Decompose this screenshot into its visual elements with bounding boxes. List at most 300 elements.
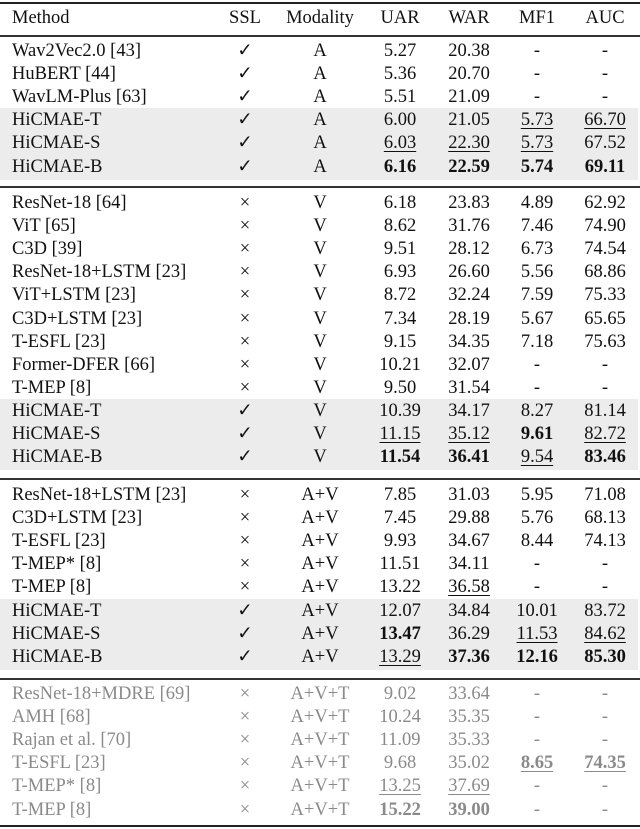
cell-auc: -: [601, 41, 609, 61]
table-cell: [275, 284, 365, 307]
cell-war: 36.41: [448, 447, 490, 468]
table-cell: [370, 192, 430, 215]
table-cell: [439, 646, 499, 669]
table-cell: [12, 238, 82, 261]
check-icon: ✓: [237, 424, 253, 444]
cell-uar: 6.18: [383, 193, 417, 213]
table-cell: [12, 377, 91, 400]
cell-auc: 62.92: [584, 193, 626, 213]
table-cell: [507, 775, 567, 798]
table-cell: [439, 40, 499, 63]
table-cell: [12, 484, 186, 507]
cell-auc: 75.33: [584, 285, 626, 306]
cell-war: 28.19: [448, 308, 490, 329]
table-cell: [507, 215, 567, 238]
table-cell: [507, 192, 567, 215]
cell-auc: 65.65: [584, 308, 626, 329]
table-cell: [575, 646, 635, 669]
table-cell: [275, 400, 365, 423]
check-icon: ✓: [237, 110, 253, 131]
table-cell: [507, 238, 567, 261]
table-cell: [12, 331, 106, 354]
table-row: [0, 156, 640, 179]
cell-mf1: -: [533, 377, 541, 398]
table-cell: [275, 423, 365, 446]
table-cell: [225, 308, 265, 331]
cell-auc: -: [601, 87, 609, 108]
cell-uar: 6.03: [383, 133, 417, 154]
check-icon: ✓: [237, 156, 253, 177]
table-row: [0, 530, 640, 553]
cell-mf1: -: [533, 554, 541, 575]
table-cell: [575, 706, 635, 729]
cell-uar: 5.51: [383, 87, 417, 108]
table-row: [0, 729, 640, 752]
table-row: [0, 40, 640, 63]
table-cell: [575, 507, 635, 530]
cell-modality: V: [313, 239, 327, 260]
cell-uar: 11.54: [379, 447, 421, 468]
cell-method: AMH [68]: [12, 707, 91, 728]
table-cell: [439, 132, 499, 155]
table-cell: [575, 238, 635, 261]
table-cell: [370, 623, 430, 646]
cell-auc: -: [601, 776, 609, 797]
table-cell: [439, 215, 499, 238]
cell-method: HiCMAE-S: [12, 133, 101, 154]
table-cell: [439, 600, 499, 623]
table-cell: [225, 400, 265, 423]
section-rule: [0, 478, 640, 480]
cell-modality: A+V: [301, 554, 339, 575]
table-cell: [225, 284, 265, 307]
table-cell: [12, 799, 91, 822]
table-cell: [439, 423, 499, 446]
cell-method: T-MEP* [8]: [12, 776, 102, 797]
cell-modality: A+V+T: [290, 753, 350, 774]
table-cell: [439, 86, 499, 109]
table-cell: [225, 507, 265, 530]
table-cell: [370, 775, 430, 798]
cell-auc: -: [601, 354, 609, 375]
table-row: [0, 646, 640, 669]
table-row: [0, 331, 640, 354]
cell-modality: A+V: [301, 508, 339, 529]
table-cell: [439, 799, 499, 822]
table-cell: [12, 706, 91, 729]
table-cell: [370, 354, 430, 377]
header-modality: Modality: [286, 8, 354, 28]
table-cell: [575, 40, 635, 63]
table-cell: [275, 683, 365, 706]
check-icon: ✓: [237, 87, 253, 108]
cell-modality: V: [313, 447, 327, 468]
cell-auc: -: [601, 577, 609, 598]
table-cell: [275, 63, 365, 86]
cell-war: 20.70: [448, 64, 490, 85]
table-cell: [575, 63, 635, 86]
cell-mf1: 5.73: [520, 133, 554, 154]
cell-war: 32.07: [448, 354, 490, 375]
table-cell: [370, 600, 430, 623]
cell-uar: 13.29: [379, 646, 421, 667]
table-cell: [275, 775, 365, 798]
table-cell: [507, 40, 567, 63]
cell-uar: 9.02: [383, 684, 417, 704]
cell-uar: 11.15: [379, 424, 421, 444]
table-row: [0, 446, 640, 469]
table-cell: [12, 308, 142, 331]
table-row: [0, 553, 640, 576]
cell-mf1: -: [533, 64, 541, 85]
cell-auc: 74.54: [584, 239, 626, 260]
cell-method: ResNet-18+LSTM [23]: [12, 262, 187, 283]
cell-uar: 9.93: [383, 531, 417, 552]
table-row: [0, 507, 640, 530]
table-cell: [507, 132, 567, 155]
table-cell: [575, 109, 635, 132]
table-cell: [275, 799, 365, 822]
cell-modality: A+V+T: [290, 776, 350, 797]
table-cell: [225, 752, 265, 775]
table-cell: [575, 729, 635, 752]
cell-modality: V: [313, 216, 327, 237]
cell-method: HiCMAE-T: [12, 400, 102, 421]
table-row: [0, 752, 640, 775]
table-cell: [507, 729, 567, 752]
table-cell: [275, 706, 365, 729]
cell-method: T-MEP [8]: [12, 577, 92, 598]
table-cell: [370, 683, 430, 706]
cell-method: T-MEP* [8]: [12, 554, 102, 575]
cell-method: T-ESFL [23]: [12, 331, 106, 352]
table-row: [0, 261, 640, 284]
cell-mf1: -: [533, 41, 541, 61]
table-cell: [12, 400, 101, 423]
table-cell: [225, 446, 265, 469]
table-cell: [575, 377, 635, 400]
table-row: [0, 86, 640, 109]
table-cell: [439, 192, 499, 215]
cell-method: T-ESFL [23]: [12, 753, 106, 774]
table-cell: [275, 354, 365, 377]
cell-auc: 75.63: [584, 331, 626, 352]
cross-icon: ×: [239, 377, 251, 398]
table-cell: [12, 576, 91, 599]
table-cell: [370, 284, 430, 307]
cell-auc: 85.30: [584, 646, 626, 667]
table-cell: [575, 530, 635, 553]
table-cell: [225, 799, 265, 822]
check-icon: ✓: [237, 447, 253, 468]
cell-modality: V: [313, 400, 327, 421]
check-icon: ✓: [237, 41, 253, 61]
table-cell: [507, 706, 567, 729]
table-cell: [439, 238, 499, 261]
table-cell: [370, 86, 430, 109]
cell-method: ViT+LSTM [23]: [12, 285, 136, 306]
table-cell: [225, 86, 265, 109]
cell-modality: A+V+T: [290, 707, 350, 728]
table-cell: [439, 354, 499, 377]
table-cell: [439, 706, 499, 729]
cell-uar: 11.51: [379, 554, 421, 575]
table-cell: [370, 377, 430, 400]
table-cell: [225, 215, 265, 238]
cell-auc: 81.14: [584, 400, 626, 421]
table-cell: [370, 576, 430, 599]
cell-method: Wav2Vec2.0 [43]: [12, 41, 141, 61]
cell-war: 37.36: [448, 646, 490, 667]
table-cell: [225, 354, 265, 377]
table-cell: [575, 423, 635, 446]
table-cell: [275, 623, 365, 646]
table-cell: [225, 423, 265, 446]
cross-icon: ×: [239, 193, 251, 213]
table-cell: [439, 377, 499, 400]
table-row: [0, 215, 640, 238]
table-cell: [507, 752, 567, 775]
table-cell: [275, 238, 365, 261]
cell-uar: 13.25: [379, 776, 421, 797]
cell-uar: 8.62: [383, 216, 417, 237]
table-cell: [439, 507, 499, 530]
table-cell: [575, 775, 635, 798]
header-row: [0, 7, 640, 30]
cell-war: 33.64: [448, 684, 490, 704]
cell-war: 31.54: [448, 377, 490, 398]
cross-icon: ×: [239, 707, 251, 728]
cell-mf1: 5.95: [520, 485, 554, 505]
table-cell: [575, 623, 635, 646]
table-cell: [275, 646, 365, 669]
table-cell: [275, 446, 365, 469]
cell-mf1: -: [533, 87, 541, 108]
table-cell: [275, 576, 365, 599]
table-cell: [370, 109, 430, 132]
cell-uar: 6.93: [383, 262, 417, 283]
table-cell: [575, 284, 635, 307]
table-row: [0, 63, 640, 86]
table-row: [0, 238, 640, 261]
cell-method: HiCMAE-B: [12, 156, 103, 177]
cell-uar: 9.50: [383, 377, 417, 398]
table-cell: [507, 623, 567, 646]
table-cell: [439, 530, 499, 553]
cross-icon: ×: [239, 262, 251, 283]
cell-auc: 68.13: [584, 508, 626, 529]
cell-mf1: -: [533, 776, 541, 797]
cell-war: 31.03: [448, 485, 490, 505]
table-cell: [12, 530, 106, 553]
table-cell: [575, 215, 635, 238]
table-cell: [439, 553, 499, 576]
table-cell: [275, 600, 365, 623]
cell-auc: 82.72: [584, 424, 626, 444]
table-cell: [12, 646, 102, 669]
table-cell: [507, 484, 567, 507]
table-cell: [370, 446, 430, 469]
table-cell: [225, 192, 265, 215]
cell-auc: 68.86: [584, 262, 626, 283]
cell-auc: 74.90: [584, 216, 626, 237]
table-cell: [12, 752, 106, 775]
cell-mf1: 5.56: [520, 262, 554, 283]
table-row: [0, 284, 640, 307]
cell-modality: A+V: [301, 646, 339, 667]
cell-war: 32.24: [448, 285, 490, 306]
table-cell: [12, 423, 100, 446]
cell-war: 35.02: [448, 753, 490, 774]
cell-modality: A: [313, 133, 327, 154]
cell-auc: 83.72: [584, 600, 626, 621]
cell-war: 35.33: [448, 730, 490, 751]
cell-method: HiCMAE-B: [12, 447, 103, 468]
table-cell: [439, 284, 499, 307]
table-cell: [370, 261, 430, 284]
cell-mf1: -: [533, 799, 541, 820]
cell-modality: A: [313, 156, 327, 177]
table-cell: [575, 308, 635, 331]
table-cell: [275, 752, 365, 775]
table-cell: [370, 484, 430, 507]
table-cell: [12, 354, 155, 377]
cell-mf1: -: [533, 684, 541, 704]
table-cell: [439, 729, 499, 752]
table-cell: [12, 40, 141, 63]
header-rule: [0, 35, 640, 37]
table-cell: [275, 308, 365, 331]
table-cell: [575, 354, 635, 377]
table-cell: [575, 799, 635, 822]
table-cell: [575, 400, 635, 423]
table-cell: [370, 238, 430, 261]
table-cell: [275, 261, 365, 284]
table-cell: [439, 623, 499, 646]
section-rule: [0, 678, 640, 680]
cell-war: 36.58: [448, 577, 490, 598]
table-cell: [507, 799, 567, 822]
table-cell: [225, 63, 265, 86]
table-cell: [370, 530, 430, 553]
cell-mf1: 8.44: [520, 531, 554, 552]
cell-modality: V: [313, 262, 327, 283]
table-cell: [12, 623, 100, 646]
cell-modality: A+V: [301, 577, 339, 598]
cell-mf1: -: [533, 707, 541, 728]
table-cell: [575, 446, 635, 469]
cell-auc: -: [601, 377, 609, 398]
table-cell: [370, 215, 430, 238]
cell-mf1: -: [533, 577, 541, 598]
table-cell: [370, 40, 430, 63]
table-cell: [275, 109, 365, 132]
cell-mf1: 11.53: [516, 623, 558, 644]
cell-method: C3D+LSTM [23]: [12, 308, 143, 329]
table-row: [0, 192, 640, 215]
table-row: [0, 683, 640, 706]
cell-modality: A+V: [301, 623, 339, 644]
table-cell: [12, 261, 186, 284]
table-cell: [507, 683, 567, 706]
table-cell: [225, 775, 265, 798]
cell-modality: V: [313, 377, 327, 398]
cell-auc: 69.11: [584, 156, 626, 177]
cell-method: C3D+LSTM [23]: [12, 508, 143, 529]
table-cell: [275, 553, 365, 576]
cell-modality: V: [313, 193, 327, 213]
cell-auc: 84.62: [584, 623, 626, 644]
table-cell: [370, 63, 430, 86]
table-cell: [225, 156, 265, 179]
cell-method: T-ESFL [23]: [12, 531, 106, 552]
cell-method: T-MEP [8]: [12, 377, 92, 398]
table-cell: [439, 63, 499, 86]
table-cell: [12, 683, 190, 706]
table-cell: [507, 377, 567, 400]
table-cell: [507, 354, 567, 377]
cell-mf1: 5.73: [520, 110, 554, 131]
cross-icon: ×: [239, 684, 251, 704]
table-cell: [12, 284, 136, 307]
table-cell: [275, 331, 365, 354]
table-cell: [12, 63, 116, 86]
cell-auc: -: [601, 730, 609, 751]
cell-mf1: 9.61: [520, 424, 554, 444]
cell-war: 21.09: [448, 87, 490, 108]
check-icon: ✓: [237, 400, 253, 421]
cell-auc: -: [601, 684, 609, 704]
cell-war: 34.35: [448, 331, 490, 352]
cell-war: 37.69: [448, 776, 490, 797]
table-cell: [12, 600, 101, 623]
cell-mf1: 7.59: [520, 285, 554, 306]
cell-uar: 7.34: [383, 308, 417, 329]
table-cell: [575, 553, 635, 576]
table-cell: [275, 377, 365, 400]
table-cell: [12, 215, 76, 238]
table-cell: [225, 729, 265, 752]
cell-method: HuBERT [44]: [12, 64, 116, 85]
cell-method: ResNet-18 [64]: [12, 193, 127, 213]
check-icon: ✓: [237, 64, 253, 85]
cross-icon: ×: [239, 531, 251, 552]
table-cell: [575, 576, 635, 599]
table-cell: [225, 623, 265, 646]
cell-method: HiCMAE-T: [12, 110, 102, 131]
table-cell: [507, 600, 567, 623]
table-cell: [507, 156, 567, 179]
cell-method: ViT [65]: [12, 216, 76, 237]
table-cell: [439, 308, 499, 331]
cross-icon: ×: [239, 354, 251, 375]
table-cell: [225, 109, 265, 132]
table-cell: [225, 683, 265, 706]
table-row: [0, 775, 640, 798]
table-cell: [275, 86, 365, 109]
table-cell: [275, 40, 365, 63]
header-war: WAR: [448, 8, 490, 28]
cell-war: 23.83: [448, 193, 490, 213]
table-cell: [225, 600, 265, 623]
table-cell: [439, 683, 499, 706]
table-row: [0, 484, 640, 507]
cell-uar: 6.00: [383, 110, 417, 131]
cell-modality: V: [313, 308, 327, 329]
check-icon: ✓: [237, 646, 253, 667]
header-uar: UAR: [380, 8, 420, 28]
table-cell: [370, 553, 430, 576]
